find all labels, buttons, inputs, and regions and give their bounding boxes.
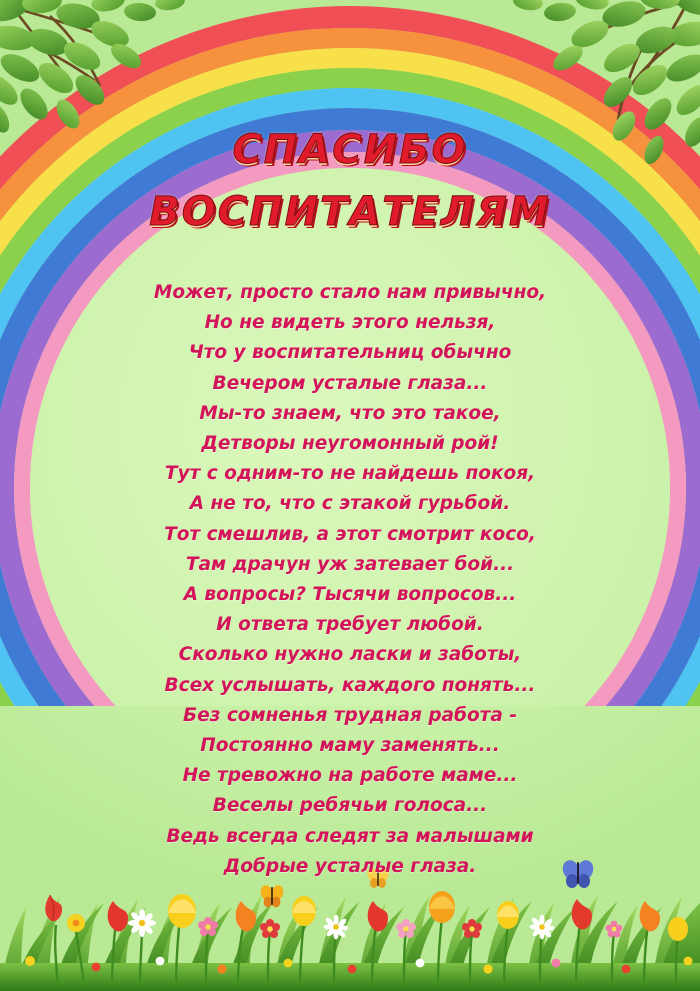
poem-line: И ответа требует любой.	[216, 614, 484, 636]
poem-line: Не тревожно на работе маме...	[182, 765, 518, 787]
title-line-1: СПАСИБО	[232, 127, 468, 173]
poem-line: Там драчун уж затевает бой...	[185, 553, 515, 575]
poem-line: Тот смешлив, а этот смотрит косо,	[164, 523, 536, 545]
poem-line: Детворы неугомонный рой!	[201, 433, 499, 455]
poem-body	[0, 278, 700, 882]
poster-title	[0, 128, 700, 234]
poem-line: Что у воспитательниц обычно	[188, 342, 512, 364]
poem-line: Но не видеть этого нельзя,	[204, 312, 496, 334]
poem-line: А вопросы? Тысячи вопросов...	[183, 584, 517, 606]
poem-line: Постоянно маму заменять...	[200, 735, 500, 757]
butterfly-left	[258, 883, 285, 907]
poem-line: Вечером усталые глаза...	[212, 372, 488, 394]
poem-line: Всех услышать, каждого понять...	[164, 674, 536, 696]
poem-line: Ведь всегда следят за малышами	[166, 825, 534, 847]
poem-line: Сколько нужно ласки и заботы,	[178, 644, 522, 666]
poem-line: А не то, что с этакой гурьбой.	[189, 493, 511, 515]
poem-line: Без сомненья трудная работа -	[183, 704, 517, 726]
poem-line: Веселы ребячьи голоса...	[212, 795, 488, 817]
poem-line: Добрые усталые глаза.	[223, 855, 477, 877]
poem-line: Мы-то знаем, что это такое,	[199, 402, 501, 424]
poem-line: Тут с одним-то не найдешь покоя,	[164, 463, 536, 485]
title-line-2: ВОСПИТАТЕЛЯМ	[149, 189, 551, 235]
poem-line: Может, просто стало нам привычно,	[153, 282, 547, 303]
